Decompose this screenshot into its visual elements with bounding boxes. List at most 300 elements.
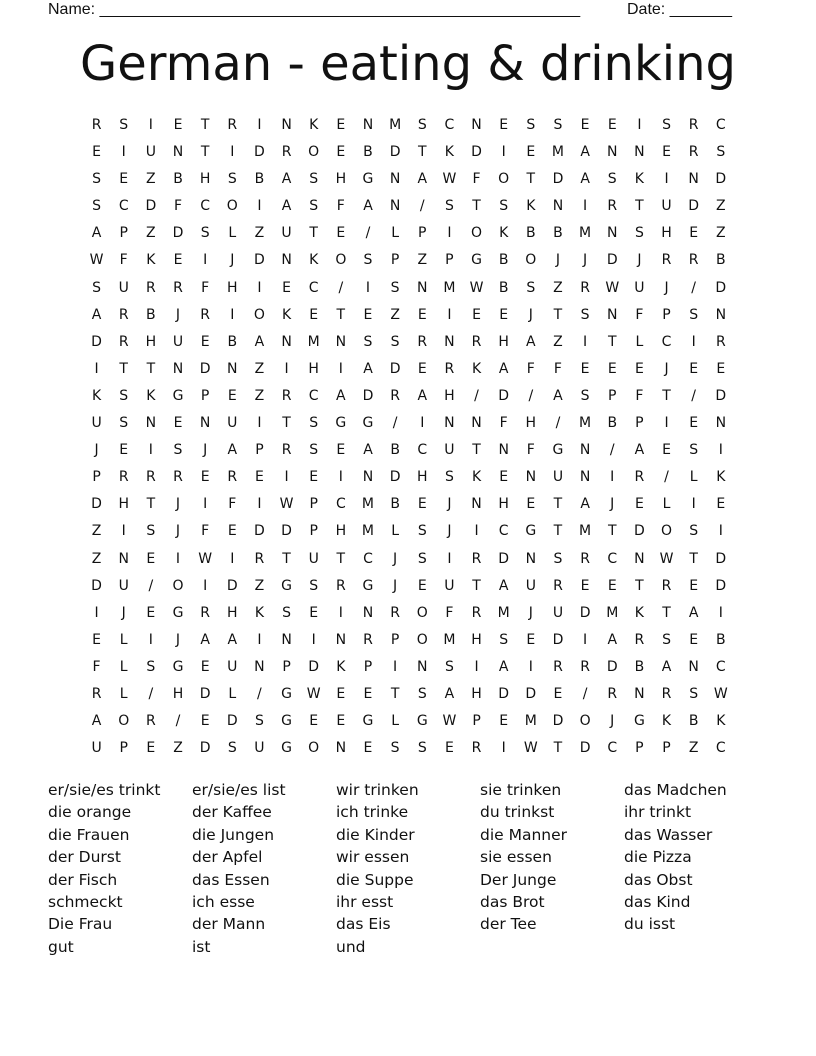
grid-cell: I xyxy=(203,496,208,513)
grid-cell: E xyxy=(146,550,156,567)
grid-cell: S xyxy=(309,577,319,594)
word-list-item: ihr trinkt xyxy=(624,803,692,822)
grid-cell: R xyxy=(91,685,102,702)
grid-cell: Z xyxy=(91,523,102,540)
grid-cell: E xyxy=(499,306,509,323)
grid-cell: E xyxy=(662,442,671,459)
grid-cell: H xyxy=(227,604,238,621)
grid-cell: U xyxy=(172,333,184,350)
grid-cell: Z xyxy=(146,225,156,242)
grid-cell: K xyxy=(661,713,672,730)
grid-cell: J xyxy=(94,442,99,459)
grid-cell: E xyxy=(363,740,373,757)
grid-cell: I xyxy=(420,415,425,432)
grid-cell: A xyxy=(363,360,373,377)
grid-cell: G xyxy=(362,713,374,730)
grid-cell: N xyxy=(607,144,618,161)
grid-cell: E xyxy=(417,306,427,323)
grid-cell: E xyxy=(417,360,427,377)
grid-cell: S xyxy=(499,631,509,648)
grid-cell: T xyxy=(553,740,563,757)
grid-cell: S xyxy=(309,442,319,459)
grid-cell: E xyxy=(92,631,101,648)
grid-cell: J xyxy=(175,496,181,513)
grid-cell: R xyxy=(471,604,482,621)
grid-cell: A xyxy=(91,225,102,242)
grid-cell: T xyxy=(146,496,156,513)
grid-cell: Z xyxy=(254,387,265,404)
grid-cell: L xyxy=(689,469,698,486)
grid-cell: D xyxy=(498,550,510,567)
grid-cell: R xyxy=(471,550,482,567)
grid-cell: G xyxy=(172,658,184,675)
grid-cell: R xyxy=(580,550,590,567)
grid-cell: A xyxy=(417,171,428,188)
grid-cell: J xyxy=(203,442,208,459)
grid-cell: H xyxy=(498,333,509,350)
word-list-item: der Fisch xyxy=(48,870,118,889)
header xyxy=(48,0,748,20)
grid-cell: / xyxy=(664,469,669,486)
grid-cell: M xyxy=(524,713,537,730)
grid-cell: E xyxy=(309,469,319,486)
grid-cell: I xyxy=(691,333,696,350)
grid-cell: I xyxy=(637,117,642,133)
grid-cell: E xyxy=(336,442,346,459)
word-list-item: die Manner xyxy=(480,825,568,844)
word-list-item: das Brot xyxy=(480,892,545,911)
word-list-item: das Eis xyxy=(336,915,391,934)
grid-cell: U xyxy=(661,198,672,215)
grid-cell: W xyxy=(442,171,457,188)
grid-cell: U xyxy=(634,279,645,296)
grid-cell: G xyxy=(362,171,374,188)
grid-cell: L xyxy=(119,685,128,702)
grid-cell: B xyxy=(390,442,400,459)
grid-cell: H xyxy=(661,225,672,242)
grid-cell: E xyxy=(526,144,536,161)
grid-cell: E xyxy=(309,713,319,730)
grid-cell: / xyxy=(691,387,697,404)
grid-cell: T xyxy=(689,550,698,567)
grid-cell: D xyxy=(226,713,238,730)
grid-cell: R xyxy=(553,658,563,675)
name-line: Name: ______________________________________________________ xyxy=(48,1,581,18)
grid-cell: E xyxy=(417,577,427,594)
grid-cell: N xyxy=(254,658,265,675)
grid-cell: I xyxy=(365,279,371,296)
grid-cell: N xyxy=(281,252,292,269)
grid-cell: D xyxy=(552,171,564,188)
grid-cell: F xyxy=(635,387,644,404)
grid-cell: A xyxy=(580,171,590,188)
grid-cell: U xyxy=(118,577,129,594)
grid-cell: I xyxy=(94,604,99,621)
word-list-item: Der Junge xyxy=(480,870,557,889)
grid-cell: P xyxy=(282,658,291,675)
grid-cell: I xyxy=(528,658,533,675)
grid-cell: E xyxy=(363,306,373,323)
word-list-item: das Kind xyxy=(624,892,691,911)
grid-cell: I xyxy=(718,523,723,540)
grid-cell: / xyxy=(474,387,479,404)
grid-cell: S xyxy=(689,685,699,702)
grid-cell: B xyxy=(227,333,238,350)
grid-cell: S xyxy=(92,171,102,188)
grid-cell: F xyxy=(336,198,345,215)
grid-cell: S xyxy=(417,685,427,702)
grid-cell: G xyxy=(416,713,428,730)
grid-cell: R xyxy=(390,387,400,404)
grid-cell: A xyxy=(553,387,563,404)
grid-cell: D xyxy=(633,523,645,540)
grid-cell: F xyxy=(92,658,101,675)
grid-cell: E xyxy=(472,306,481,323)
grid-cell: Z xyxy=(553,333,563,350)
grid-cell: I xyxy=(474,523,479,540)
grid-cell: A xyxy=(688,604,699,621)
grid-cell: D xyxy=(91,496,102,513)
grid-cell: I xyxy=(393,658,398,675)
grid-cell: I xyxy=(121,523,126,540)
grid-cell: D xyxy=(498,387,510,404)
grid-cell: T xyxy=(390,685,400,702)
grid-cell: N xyxy=(118,550,129,567)
word-list-item: du isst xyxy=(624,915,676,934)
grid-cell: I xyxy=(230,144,235,161)
grid-cell: U xyxy=(444,442,455,459)
grid-cell: I xyxy=(284,360,289,377)
grid-cell: G xyxy=(281,713,292,730)
grid-cell: K xyxy=(146,252,156,269)
grid-cell: R xyxy=(254,550,265,567)
grid-cell: I xyxy=(257,496,262,513)
grid-cell: / xyxy=(555,415,561,432)
grid-cell: S xyxy=(662,117,671,133)
grid-cell: R xyxy=(553,577,563,594)
grid-cell: K xyxy=(91,387,102,404)
grid-cell: G xyxy=(525,523,537,540)
grid-cell: I xyxy=(175,550,181,567)
grid-cell: N xyxy=(471,117,482,133)
grid-cell: D xyxy=(389,360,401,377)
grid-cell: P xyxy=(309,496,318,513)
grid-cell: N xyxy=(688,171,699,188)
grid-cell: N xyxy=(417,658,428,675)
grid-cell: S xyxy=(227,171,237,188)
grid-cell: F xyxy=(635,306,644,323)
grid-cell: / xyxy=(582,685,588,702)
grid-cell: K xyxy=(499,225,509,242)
grid-cell: E xyxy=(173,415,183,432)
grid-cell: L xyxy=(662,496,671,513)
grid-cell: N xyxy=(362,469,374,486)
grid-cell: T xyxy=(662,387,671,404)
grid-cell: A xyxy=(498,577,509,594)
grid-cell: A xyxy=(444,685,455,702)
grid-cell: I xyxy=(257,198,262,215)
grid-cell: J xyxy=(447,523,452,540)
grid-cell: T xyxy=(119,360,128,377)
grid-cell: I xyxy=(583,333,588,350)
grid-cell: D xyxy=(389,144,401,161)
grid-cell: S xyxy=(119,415,129,432)
grid-cell: I xyxy=(447,550,452,567)
grid-cell: S xyxy=(689,306,699,323)
grid-cell: E xyxy=(689,577,699,594)
grid-cell: B xyxy=(390,496,400,513)
grid-cell: I xyxy=(583,631,588,648)
grid-cell: / xyxy=(609,442,615,459)
grid-cell: I xyxy=(94,360,99,377)
grid-cell: A xyxy=(526,333,536,350)
grid-cell: F xyxy=(201,523,210,540)
grid-cell: S xyxy=(607,171,617,188)
grid-cell: R xyxy=(227,469,238,486)
grid-cell: R xyxy=(281,144,292,161)
grid-cell: S xyxy=(92,198,102,215)
grid-cell: Z xyxy=(716,225,726,242)
grid-cell: R xyxy=(444,360,455,377)
grid-cell: I xyxy=(148,442,153,459)
grid-cell: E xyxy=(526,496,536,513)
word-list-item: der Kaffee xyxy=(192,803,272,822)
grid-cell: M xyxy=(307,333,320,350)
grid-cell: O xyxy=(471,225,483,242)
grid-cell: R xyxy=(91,117,102,133)
grid-cell: I xyxy=(474,658,479,675)
date-line: Date: _______ xyxy=(627,1,732,18)
grid-cell: N xyxy=(444,333,455,350)
grid-cell: / xyxy=(148,685,154,702)
grid-cell: P xyxy=(662,306,671,323)
grid-cell: E xyxy=(417,496,427,513)
word-list-item: die Frauen xyxy=(48,825,130,844)
grid-cell: F xyxy=(228,496,237,513)
grid-cell: T xyxy=(472,442,481,459)
grid-cell: E xyxy=(716,360,726,377)
word-list-item: die Jungen xyxy=(192,825,275,844)
grid-cell: E xyxy=(716,496,726,513)
grid-cell: K xyxy=(309,252,319,269)
grid-cell: C xyxy=(335,496,346,513)
grid-cell: D xyxy=(498,685,510,702)
grid-cell: E xyxy=(689,360,699,377)
grid-cell: J xyxy=(393,577,398,594)
grid-cell: R xyxy=(363,631,373,648)
word-list-item: ist xyxy=(192,937,211,956)
grid-cell: F xyxy=(119,252,128,269)
grid-cell: N xyxy=(688,658,699,675)
grid-cell: A xyxy=(91,306,102,323)
grid-cell: D xyxy=(606,252,618,269)
grid-cell: K xyxy=(634,171,644,188)
grid-cell: N xyxy=(335,740,347,757)
grid-cell: A xyxy=(281,171,292,188)
grid-cell: I xyxy=(610,469,615,486)
grid-cell: E xyxy=(173,117,183,133)
grid-cell: R xyxy=(661,252,672,269)
grid-cell: I xyxy=(338,360,343,377)
grid-cell: D xyxy=(389,469,401,486)
grid-cell: A xyxy=(200,631,210,648)
grid-cell: I xyxy=(284,469,289,486)
grid-cell: R xyxy=(281,387,292,404)
grid-cell: O xyxy=(335,252,347,269)
grid-cell: D xyxy=(91,577,102,594)
grid-cell: R xyxy=(145,469,156,486)
grid-cell: D xyxy=(254,523,265,540)
grid-cell: D xyxy=(91,333,102,350)
grid-cell: I xyxy=(664,415,669,432)
grid-cell: P xyxy=(363,658,373,675)
grid-cell: D xyxy=(254,144,265,161)
grid-cell: D xyxy=(715,387,727,404)
grid-cell: D xyxy=(145,198,157,215)
grid-cell: W xyxy=(198,550,213,567)
grid-cell: S xyxy=(254,713,264,730)
word-list-item: das Madchen xyxy=(624,781,727,799)
grid-cell: U xyxy=(227,658,238,675)
grid-cell: N xyxy=(444,415,455,432)
grid-cell: R xyxy=(173,469,183,486)
grid-cell: H xyxy=(525,415,537,432)
grid-cell: E xyxy=(689,225,699,242)
grid-cell: M xyxy=(361,496,375,513)
grid-cell: S xyxy=(363,333,373,350)
word-list-item: das Wasser xyxy=(624,825,713,844)
grid-cell: Z xyxy=(91,550,102,567)
grid-cell: P xyxy=(255,442,264,459)
word-list-item: die orange xyxy=(48,803,132,822)
grid-cell: N xyxy=(607,306,618,323)
grid-cell: S xyxy=(662,631,671,648)
grid-cell: S xyxy=(92,279,102,296)
grid-cell: T xyxy=(607,333,617,350)
grid-cell: N xyxy=(227,360,238,377)
grid-cell: I xyxy=(338,469,343,486)
grid-cell: T xyxy=(146,360,156,377)
grid-cell: E xyxy=(526,631,536,648)
grid-cell: G xyxy=(281,577,292,594)
grid-cell: E xyxy=(336,685,346,702)
grid-cell: E xyxy=(363,685,373,702)
grid-cell: S xyxy=(689,523,699,540)
grid-cell: N xyxy=(715,306,727,323)
grid-cell: A xyxy=(281,198,292,215)
grid-cell: S xyxy=(526,279,536,296)
grid-cell: L xyxy=(119,658,128,675)
grid-cell: W xyxy=(659,550,674,567)
grid-cell: T xyxy=(553,306,563,323)
grid-cell: D xyxy=(579,604,591,621)
grid-cell: T xyxy=(607,523,617,540)
grid-cell: S xyxy=(173,442,183,459)
grid-cell: S xyxy=(227,740,237,757)
grid-cell: R xyxy=(688,117,699,133)
grid-cell: I xyxy=(257,117,262,133)
grid-cell: / xyxy=(148,577,154,594)
grid-cell: S xyxy=(282,604,291,621)
grid-cell: I xyxy=(583,198,588,215)
grid-cell: R xyxy=(580,279,590,296)
grid-cell: A xyxy=(91,713,102,730)
grid-cell: D xyxy=(606,658,618,675)
grid-cell: D xyxy=(199,360,211,377)
grid-cell: A xyxy=(580,496,590,513)
grid-cell: I xyxy=(691,496,696,513)
grid-cell: T xyxy=(282,550,291,567)
grid-cell: C xyxy=(661,333,672,350)
grid-cell: I xyxy=(203,577,208,594)
grid-cell: I xyxy=(121,144,126,161)
grid-cell: S xyxy=(634,225,644,242)
grid-cell: A xyxy=(363,442,373,459)
grid-cell: R xyxy=(580,658,590,675)
grid-cell: J xyxy=(637,252,642,269)
grid-cell: T xyxy=(336,550,346,567)
grid-cell: C xyxy=(607,740,618,757)
grid-cell: C xyxy=(308,387,319,404)
grid-cell: Z xyxy=(390,306,400,323)
grid-cell: E xyxy=(200,333,210,350)
grid-cell: I xyxy=(501,740,506,757)
grid-cell: S xyxy=(390,333,400,350)
grid-cell: R xyxy=(118,306,129,323)
grid-cell: A xyxy=(498,658,509,675)
grid-cell: N xyxy=(199,415,211,432)
grid-cell: S xyxy=(716,144,726,161)
grid-cell: P xyxy=(418,225,427,242)
grid-cell: J xyxy=(393,550,398,567)
grid-cell: E xyxy=(634,360,644,377)
grid-cell: C xyxy=(363,550,373,567)
grid-cell: G xyxy=(335,415,347,432)
grid-cell: H xyxy=(471,685,482,702)
grid-cell: J xyxy=(528,306,533,323)
word-list-item: und xyxy=(336,937,366,956)
word-list-item: die Pizza xyxy=(624,848,692,867)
grid-cell: U xyxy=(444,577,455,594)
grid-cell: E xyxy=(336,144,346,161)
grid-cell: E xyxy=(499,713,509,730)
grid-cell: H xyxy=(471,631,482,648)
grid-cell: O xyxy=(118,713,130,730)
grid-cell: L xyxy=(119,631,128,648)
grid-cell: N xyxy=(525,469,537,486)
grid-cell: J xyxy=(664,360,669,377)
grid-cell: E xyxy=(173,252,183,269)
grid-cell: E xyxy=(607,117,617,133)
grid-cell: I xyxy=(148,117,153,133)
grid-cell: O xyxy=(661,523,673,540)
grid-cell: S xyxy=(417,550,427,567)
grid-cell: W xyxy=(279,496,294,513)
word-list-item: der Tee xyxy=(480,915,537,934)
grid-cell: N xyxy=(145,415,157,432)
grid-cell: G xyxy=(281,685,292,702)
grid-cell: U xyxy=(281,225,292,242)
grid-cell: W xyxy=(523,740,538,757)
grid-cell: / xyxy=(338,279,344,296)
grid-cell: N xyxy=(498,442,509,459)
grid-cell: F xyxy=(526,442,535,459)
word-list-item: die Kinder xyxy=(336,825,415,844)
grid-cell: S xyxy=(146,658,156,675)
grid-cell: D xyxy=(715,171,727,188)
grid-cell: S xyxy=(526,117,536,133)
word-list-item: der Apfel xyxy=(192,848,263,867)
